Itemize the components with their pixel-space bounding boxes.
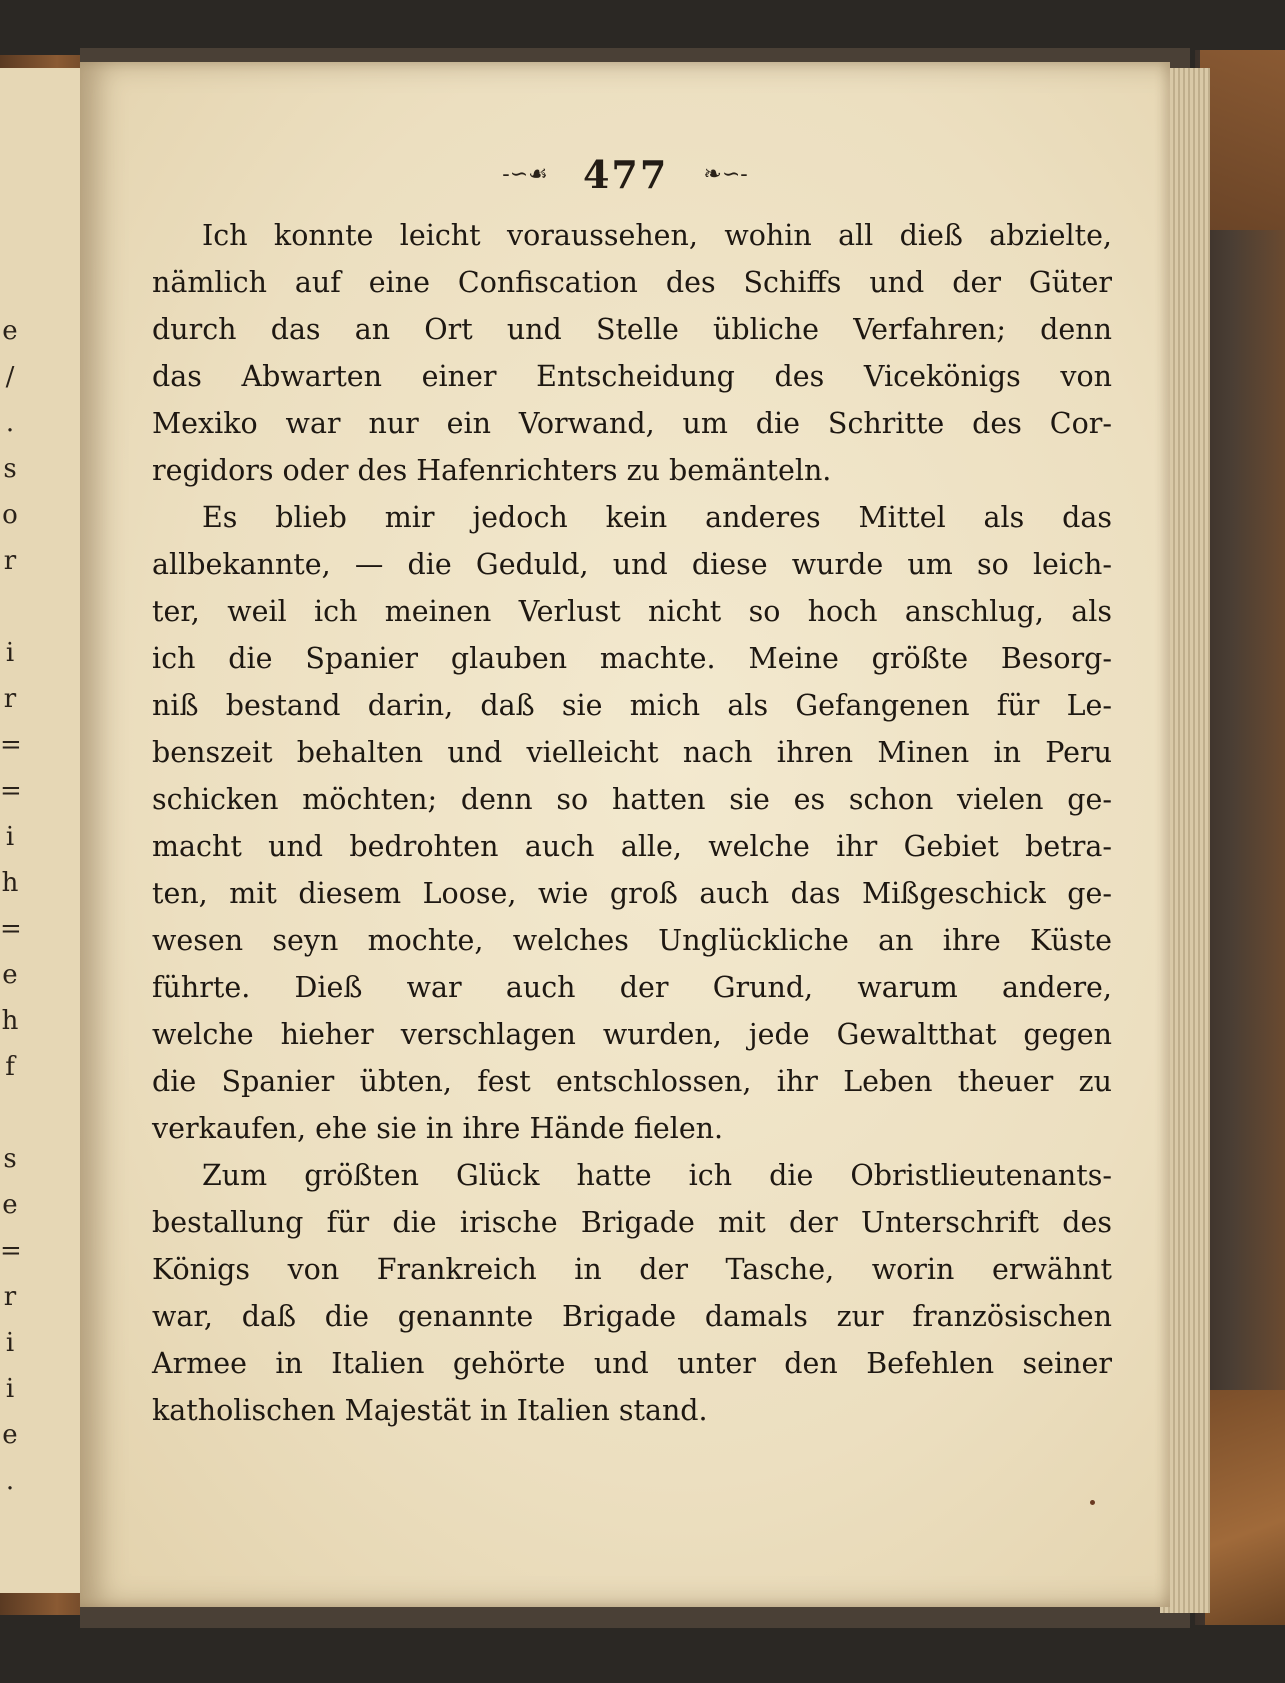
- left-page-fragment: .: [5, 1466, 15, 1496]
- text-line: benszeit behalten und vielleicht nach ihren Minen in Peru: [152, 736, 1112, 769]
- left-page-fragment: =: [0, 730, 22, 760]
- left-page-fragment: e: [2, 1190, 18, 1220]
- text-line: war, daß die genannte Brigade damals zur französischen: [152, 1300, 1112, 1333]
- text-line: ter, weil ich meinen Verlust nicht so hoch anschlug, als: [152, 595, 1112, 628]
- text-line: verkaufen, ehe sie in ihre Hände fielen.: [152, 1112, 724, 1145]
- text-line: allbekannte, — die Geduld, und diese wurde um so leich-: [152, 548, 1112, 581]
- left-page-fragment: .: [5, 408, 15, 438]
- paper-speck: [1090, 1500, 1095, 1505]
- right-page: [80, 62, 1170, 1607]
- text-line: Mexiko war nur ein Vorwand, um die Schritte des Cor-: [152, 407, 1112, 440]
- text-line: die Spanier übten, fest entschlossen, ihr Leben theuer zu: [152, 1065, 1112, 1098]
- book-cover-corner: [1205, 1390, 1285, 1625]
- left-page-fragment: o: [2, 500, 18, 530]
- left-page-fragment: /: [5, 362, 15, 392]
- left-page-fragment: f: [5, 1052, 15, 1082]
- text-line: regidors oder des Hafenrichters zu bemänteln.: [152, 454, 832, 487]
- text-line: macht und bedrohten auch alle, welche ihr Gebiet betra-: [152, 830, 1112, 863]
- page-number: 477: [582, 152, 669, 197]
- text-line: durch das an Ort und Stelle übliche Verfahren; denn: [152, 313, 1112, 346]
- page-header: [80, 152, 1170, 197]
- text-line: Armee in Italien gehörte und unter den Befehlen seiner: [152, 1347, 1112, 1380]
- left-page-fragment: h: [1, 868, 19, 898]
- left-page-fragment: i: [5, 1328, 15, 1358]
- left-page-fragment: =: [0, 1236, 22, 1266]
- left-page-fragment: e: [2, 316, 18, 346]
- text-line: bestallung für die irische Brigade mit der Unterschrift des: [152, 1206, 1112, 1239]
- left-page-fragment: [0, 584, 20, 630]
- left-page-fragment: i: [5, 822, 15, 852]
- left-page-fragment: [0, 1090, 20, 1136]
- text-line: nämlich auf eine Confiscation des Schiffs und der Güter: [152, 266, 1112, 299]
- text-line: wesen seyn mochte, welches Unglückliche an ihre Küste: [152, 924, 1112, 957]
- text-line: Ich konnte leicht voraussehen, wohin all dieß abzielte,: [202, 219, 1112, 252]
- left-page-fragment: i: [5, 1374, 15, 1404]
- left-page-fragment: i: [5, 638, 15, 668]
- left-page-fragment: e: [2, 960, 18, 990]
- text-line: Zum größten Glück hatte ich die Obristlieutenants-: [202, 1159, 1112, 1192]
- left-page-fragment: h: [1, 1006, 19, 1036]
- paragraph-1: [152, 212, 1112, 494]
- text-line: schicken möchten; denn so hatten sie es schon vielen ge-: [152, 783, 1112, 816]
- left-page-fragment: =: [0, 914, 22, 944]
- left-page-fragment: s: [3, 1144, 17, 1174]
- left-page-fragment: e: [2, 1420, 18, 1450]
- text-line: ten, mit diesem Loose, wie groß auch das Mißgeschick ge-: [152, 877, 1112, 910]
- text-line: niß bestand darin, daß sie mich als Gefangenen für Le-: [152, 689, 1112, 722]
- text-line: welche hieher verschlagen wurden, jede Gewaltthat gegen: [152, 1018, 1112, 1051]
- text-line: das Abwarten einer Entscheidung des Vicekönigs von: [152, 360, 1112, 393]
- paragraph-2: [152, 494, 1112, 1152]
- left-page: [0, 68, 82, 1593]
- text-line: katholischen Majestät in Italien stand.: [152, 1394, 708, 1427]
- left-page-fragment: =: [0, 776, 22, 806]
- paragraph-3: [152, 1152, 1112, 1434]
- text-line: Es blieb mir jedoch kein anderes Mittel als das: [202, 501, 1112, 534]
- text-line: ich die Spanier glauben machte. Meine größte Besorg-: [152, 642, 1112, 675]
- text-line: Königs von Frankreich in der Tasche, worin erwähnt: [152, 1253, 1112, 1286]
- body-text: [152, 212, 1112, 1434]
- ornament-right-icon: ❧∽-: [703, 162, 748, 187]
- left-page-fragment: s: [3, 454, 17, 484]
- left-page-fragment: r: [3, 1282, 17, 1312]
- book-cover-right-top: [1200, 50, 1285, 230]
- ornament-left-icon: -∽☙: [502, 162, 548, 187]
- text-line: führte. Dieß war auch der Grund, warum andere,: [152, 971, 1112, 1004]
- left-page-fragment: r: [3, 684, 17, 714]
- left-page-text-fragments: [0, 308, 20, 1504]
- left-page-fragment: r: [3, 546, 17, 576]
